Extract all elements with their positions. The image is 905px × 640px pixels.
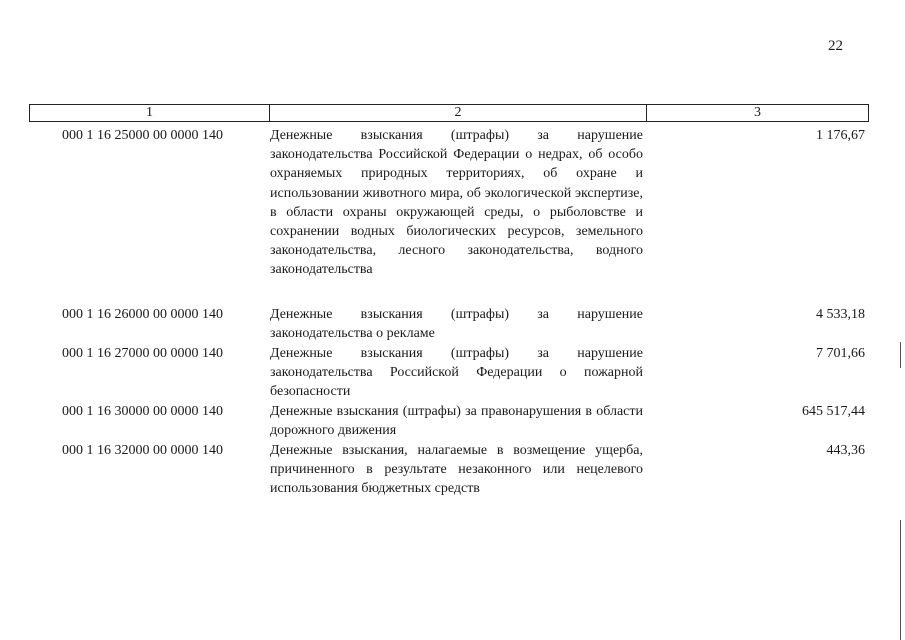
row-amount: 4 533,18 — [816, 307, 865, 322]
budget-code: 000 1 16 27000 00 0000 140 — [62, 346, 223, 361]
budget-code: 000 1 16 32000 00 0000 140 — [62, 443, 223, 458]
row-amount: 443,36 — [826, 443, 865, 458]
budget-code: 000 1 16 25000 00 0000 140 — [62, 128, 223, 143]
header-column-1: 1 — [30, 105, 270, 121]
scan-edge-mark — [900, 520, 901, 640]
header-column-3: 3 — [754, 105, 761, 120]
table-header — [29, 104, 869, 122]
budget-code: 000 1 16 30000 00 0000 140 — [62, 404, 223, 419]
header-column-2: 2 — [270, 105, 647, 121]
row-description: Денежные взыскания (штрафы) за нарушение законодательства о рекламе — [270, 307, 643, 342]
row-description: Денежные взыскания (штрафы) за нарушение законодательства Российской Федерации о пожарной безопасности — [270, 346, 643, 400]
row-description: Денежные взыскания, налагаемые в возмещение ущерба, причиненного в результате незаконного или нецелевого использования бюджетных средств — [270, 443, 643, 497]
row-amount: 1 176,67 — [816, 128, 865, 143]
page-number: 22 — [828, 38, 843, 54]
scan-edge-mark — [900, 342, 901, 368]
row-amount: 7 701,66 — [816, 346, 865, 361]
budget-code: 000 1 16 26000 00 0000 140 — [62, 307, 223, 322]
row-description: Денежные взыскания (штрафы) за правонарушения в области дорожного движения — [270, 404, 643, 439]
row-description: Денежные взыскания (штрафы) за нарушение законодательства Российской Федерации о недрах, об особо охраняемых природных территориях, об охране и использовании животного мира, об экологической экспертизе, в области охраны окружающей среды, о рыболовстве и сохранении водных биологических ресурсов, земельного законодательства, лесного законодательства, водного законодательства — [270, 128, 643, 278]
row-amount: 645 517,44 — [802, 404, 865, 419]
